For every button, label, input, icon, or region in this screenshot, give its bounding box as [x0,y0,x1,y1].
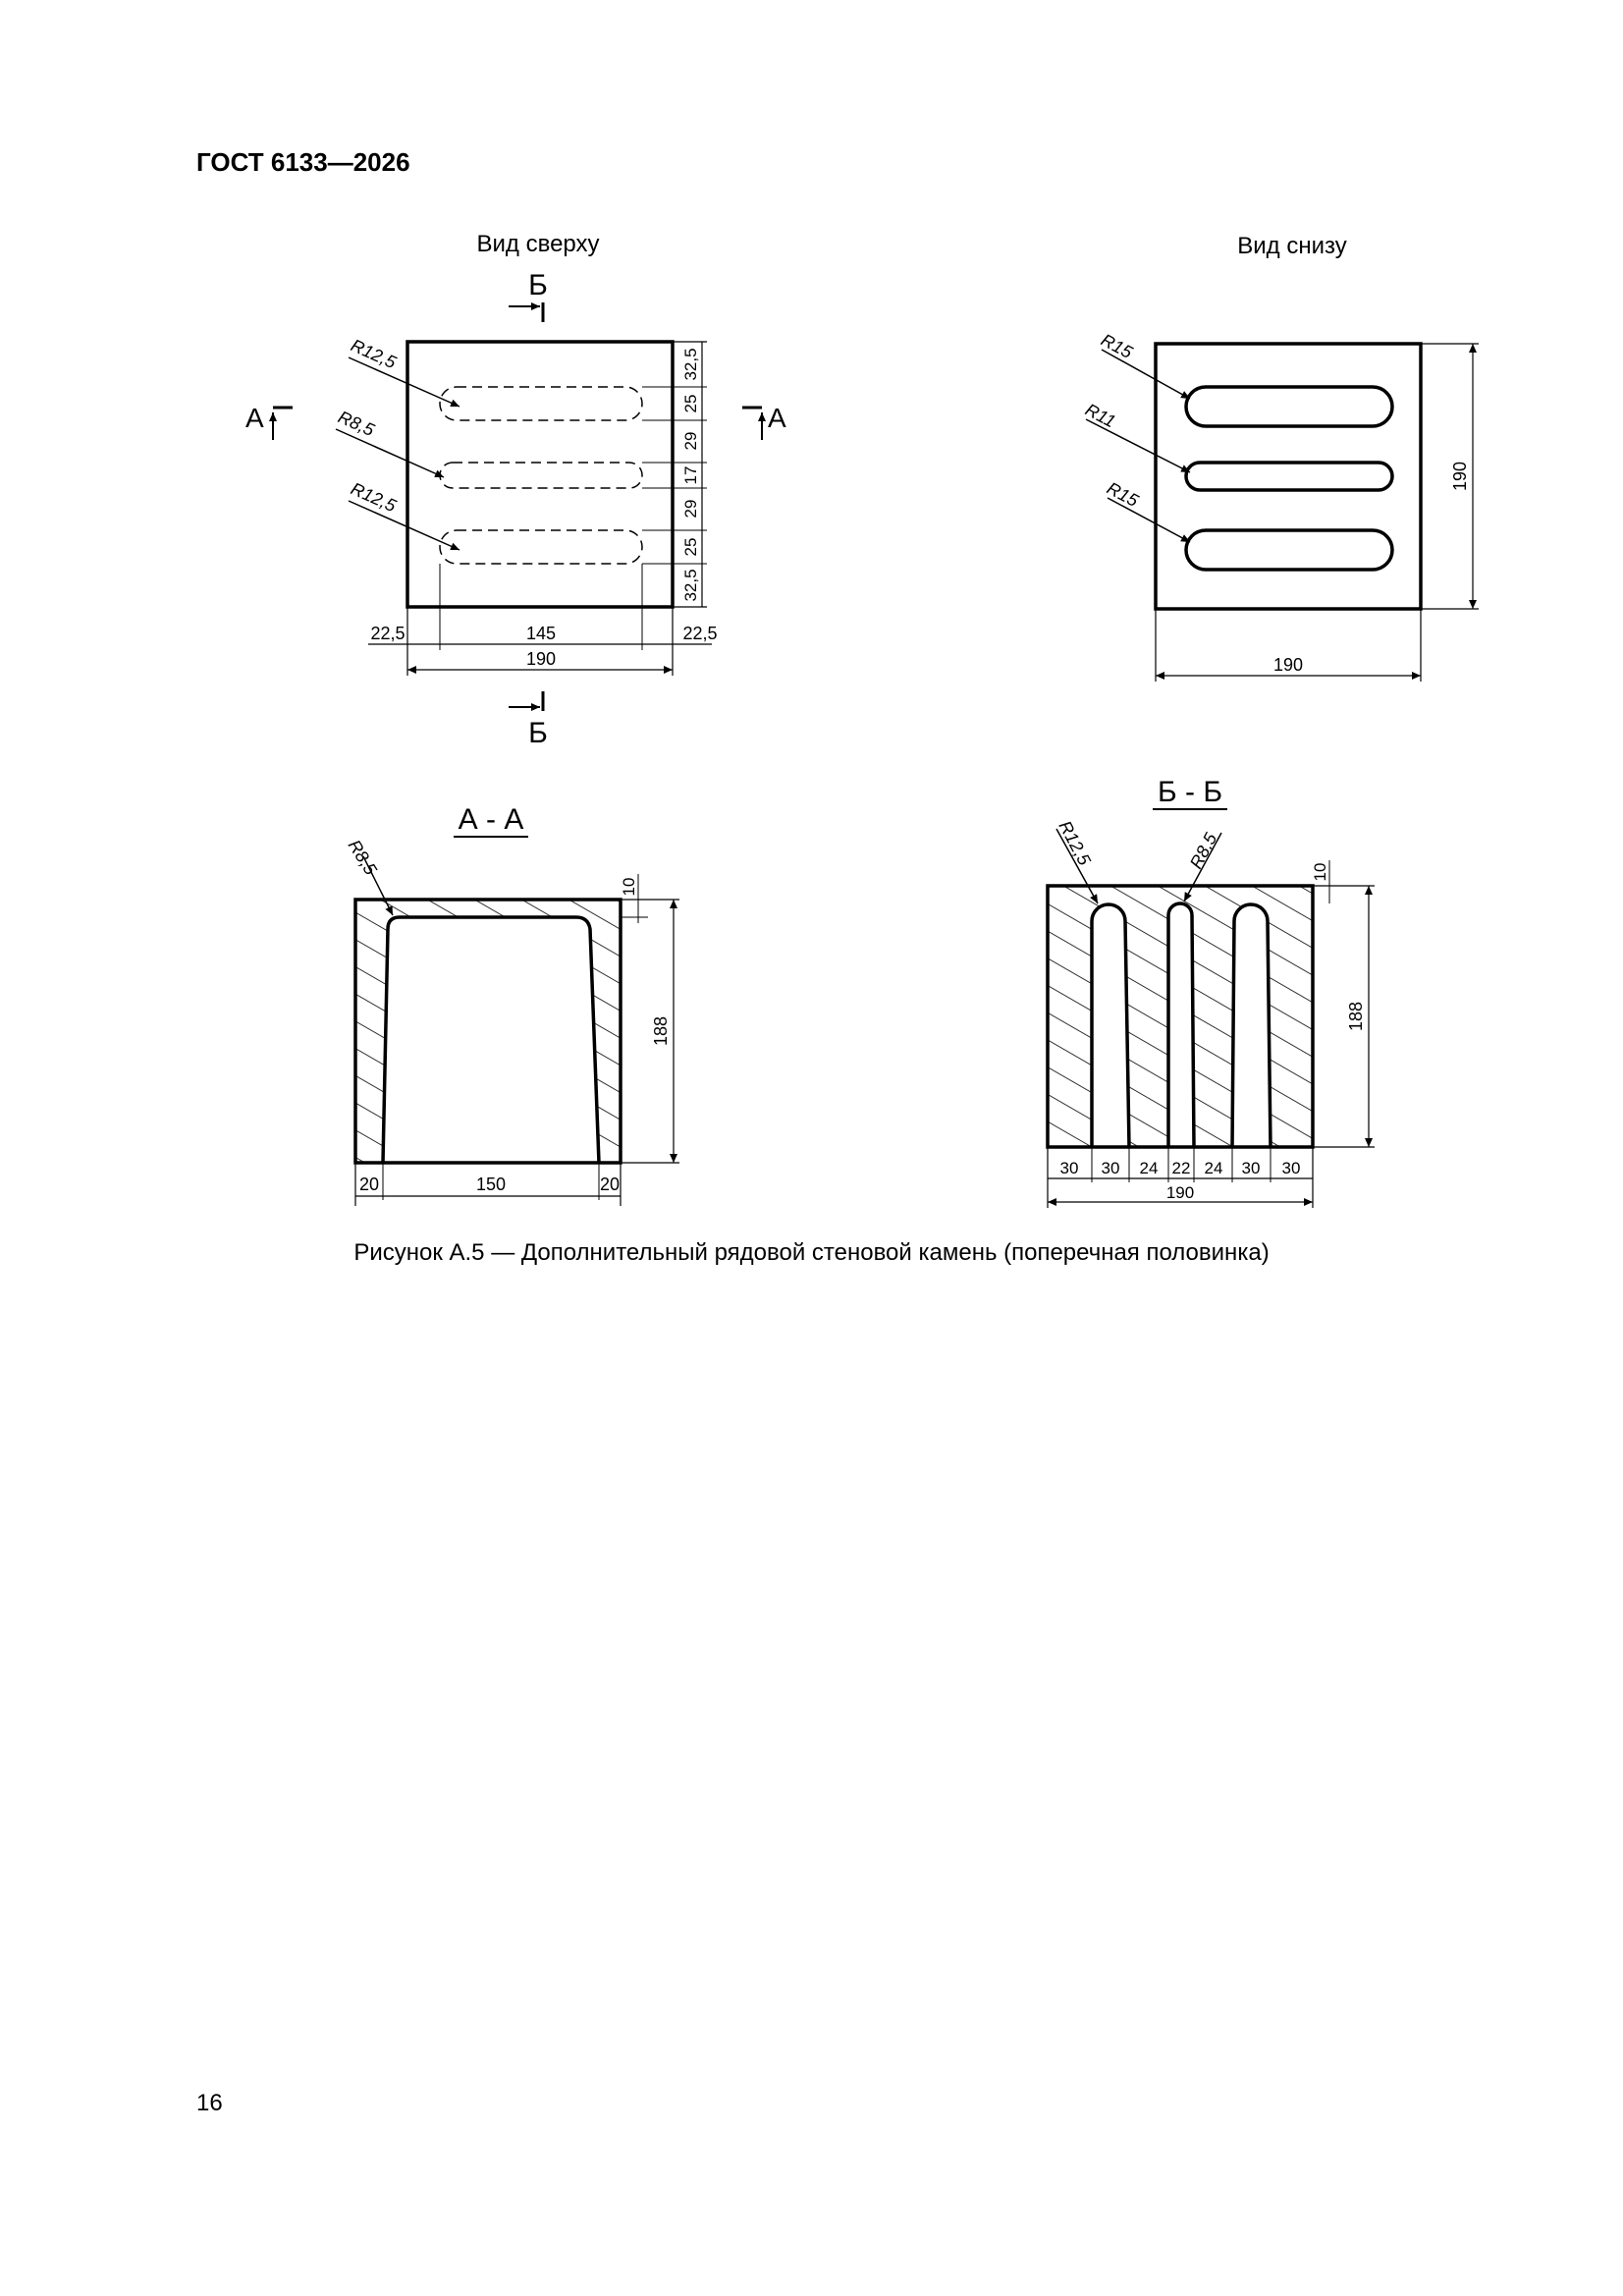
section-bb-radius-label-1: R12,5 [1055,817,1095,869]
top-dim-overall: 190 [525,649,557,669]
section-mark-b-bottom [509,691,548,749]
top-radius-label-3: R12,5 [348,478,400,517]
top-side-dim-4: 17 [681,465,700,485]
section-aa-radius-label: R8,5 [344,836,381,879]
section-bb-height-dim: 188 [1346,1001,1366,1032]
top-view [245,231,786,749]
section-bb [1048,776,1375,1208]
section-aa-hatched-wall [355,900,621,1163]
section-a-label-right: А [768,403,786,433]
section-bb-bottom-dim-4: 22 [1171,1159,1191,1177]
section-bb-bottom-dim-1: 30 [1059,1159,1079,1177]
top-slot-1 [440,387,642,420]
section-bb-title: Б - Б [1157,776,1223,808]
section-mark-a-left [245,403,293,440]
top-radius-label-2: R8,5 [335,407,378,441]
section-aa-top-dim: 10 [620,877,638,897]
section-bb-bottom-dim-2: 30 [1101,1159,1120,1177]
top-dim-right: 22,5 [682,624,718,643]
section-aa [345,803,679,1206]
bottom-radius-label-3: R15 [1104,477,1142,512]
section-mark-a-right [742,403,786,440]
bottom-height-dim: 190 [1450,461,1470,492]
bottom-radius-label-1: R15 [1098,329,1136,363]
top-slot-2 [440,463,642,488]
section-bb-hatched-body [1048,886,1313,1147]
top-view-title: Вид сверху [476,231,600,257]
top-slot-3 [440,530,642,564]
bottom-slot-3 [1186,530,1392,570]
top-dim-middle: 145 [525,624,557,643]
section-bb-top-dim: 10 [1311,862,1329,882]
top-view-outline [407,342,673,607]
section-b-label-top: Б [528,269,548,301]
top-side-dim-2: 25 [681,394,700,413]
bottom-slot-1 [1186,387,1392,426]
bottom-radius-label-2: R11 [1082,399,1119,432]
top-radius-label-1: R12,5 [348,335,400,373]
section-a-label-left: А [245,403,264,433]
section-aa-bottom-dim-3: 20 [599,1175,621,1194]
section-bb-bottom-dim-7: 30 [1281,1159,1301,1177]
bottom-view-title: Вид снизу [1237,233,1347,259]
bottom-dimension-lines [1156,344,1479,682]
top-side-dim-3: 29 [681,431,700,451]
section-bb-bottom-dim-3: 24 [1139,1159,1159,1177]
section-aa-title: А - А [458,803,524,836]
bottom-slot-2 [1186,463,1392,490]
section-bb-overall-dim: 190 [1165,1183,1195,1202]
section-aa-bottom-dim-1: 20 [358,1175,380,1194]
section-bb-bottom-dim-6: 30 [1241,1159,1261,1177]
bottom-width-dim: 190 [1272,655,1304,675]
section-aa-height-dim: 188 [651,1015,671,1047]
section-b-label-bottom: Б [528,717,548,749]
top-side-dim-5: 29 [681,499,700,519]
section-bb-radius-label-2: R8,5 [1185,829,1221,872]
page-number: 16 [196,2090,223,2116]
section-aa-bottom-dim-2: 150 [475,1175,507,1194]
section-aa-dimension-lines [355,874,679,1206]
figure-caption: Рисунок А.5 — Дополнительный рядовой стеновой камень (поперечная половинка) [353,1239,1270,1266]
top-side-dim-1: 32,5 [681,348,700,381]
top-side-dim-7: 32,5 [681,569,700,602]
top-side-dim-6: 25 [681,537,700,557]
document-header: ГОСТ 6133—2026 [196,147,410,177]
top-dim-left: 22,5 [370,624,406,643]
bottom-view [1082,233,1479,682]
section-mark-b-top [509,269,548,322]
section-bb-bottom-dim-5: 24 [1204,1159,1223,1177]
